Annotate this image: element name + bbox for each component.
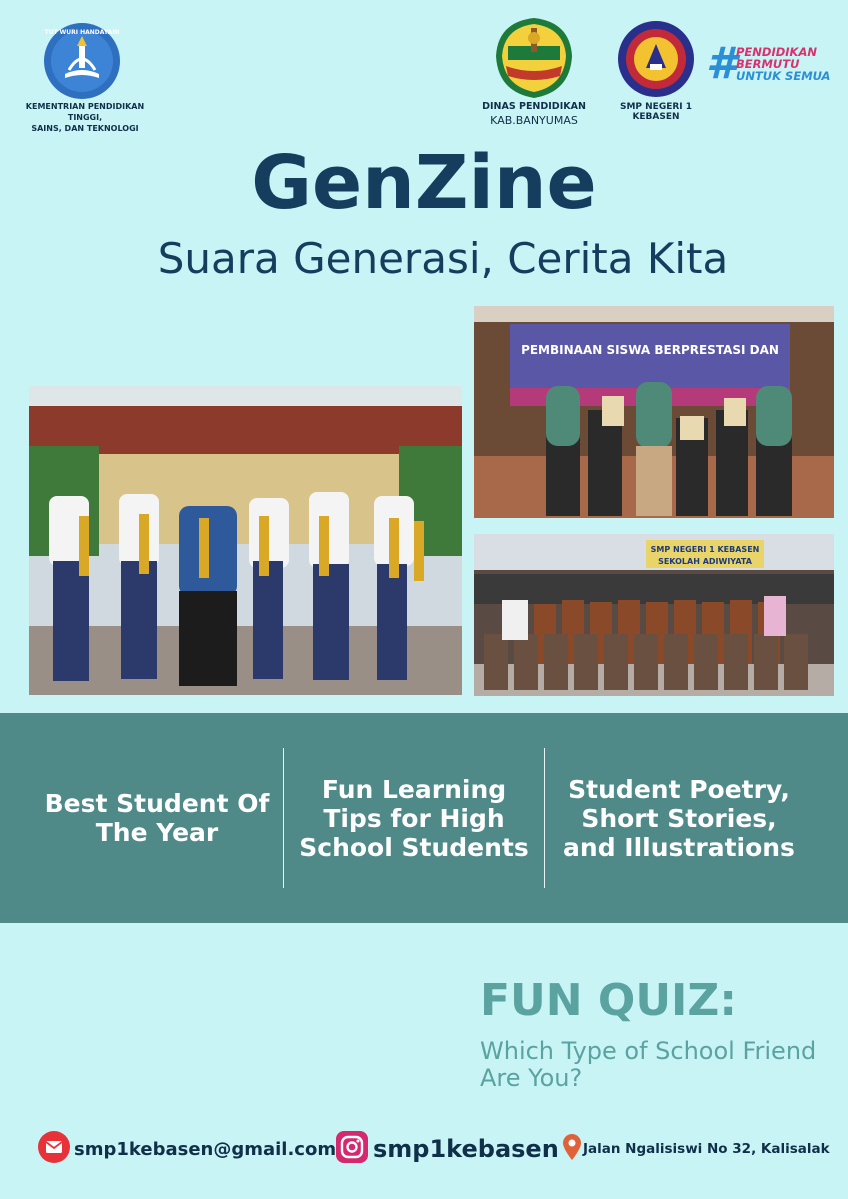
school-sign-line1: SMP NEGERI 1 KEBASEN bbox=[650, 545, 760, 554]
magazine-subtitle: Suara Generasi, Cerita Kita bbox=[157, 234, 729, 283]
kemdikti-name-line2: SAINS, DAN TEKNOLOGI bbox=[31, 124, 139, 133]
location-pin-icon bbox=[563, 1134, 581, 1164]
features-divider-2 bbox=[544, 748, 545, 888]
email-address: smp1kebasen@gmail.com bbox=[74, 1138, 337, 1160]
tagline-line3: UNTUK SEMUA bbox=[736, 69, 831, 83]
instagram-handle[interactable] bbox=[336, 1131, 559, 1167]
feature-best-student: Best Student Of The Year bbox=[44, 789, 270, 847]
feature-student-works: Student Poetry, Short Stories, and Illustrations bbox=[563, 774, 795, 862]
kemdikti-name bbox=[10, 101, 160, 134]
quiz-subtitle: Which Type of School Friend Are You? bbox=[480, 1037, 817, 1092]
school-emblem bbox=[617, 20, 695, 98]
students-trophies-photo bbox=[29, 386, 462, 695]
magazine-title: GenZine bbox=[251, 140, 597, 226]
features-band bbox=[0, 713, 848, 923]
school-address bbox=[563, 1134, 830, 1164]
banyumas-regency-emblem bbox=[492, 16, 576, 100]
hashtag-icon: # bbox=[706, 38, 737, 89]
tagline-line2: BERMUTU bbox=[736, 57, 800, 71]
kemdikti-name-line1: KEMENTRIAN PENDIDIKAN TINGGI, bbox=[25, 102, 145, 122]
instagram-username: smp1kebasen bbox=[373, 1135, 559, 1163]
email-icon bbox=[38, 1131, 70, 1167]
feature-learning-tips: Fun Learning Tips for High School Students bbox=[299, 774, 529, 862]
instagram-icon bbox=[336, 1131, 368, 1167]
dinas-title: DINAS PENDIDIKAN bbox=[482, 101, 586, 112]
award-ceremony-photo bbox=[474, 306, 834, 518]
school-name: SMP NEGERI 1 KEBASEN bbox=[619, 102, 693, 122]
school-dance-group-photo bbox=[474, 534, 834, 696]
tagline-logo bbox=[706, 38, 848, 89]
tagline-line1: PENDIDIKAN bbox=[736, 45, 817, 59]
quiz-title: FUN QUIZ: bbox=[480, 975, 737, 1026]
dinas-subtitle: KAB.BANYUMAS bbox=[490, 114, 578, 127]
ceremony-banner-text: PEMBINAAN SISWA BERPRESTASI DAN bbox=[521, 343, 779, 357]
address-text: Jalan Ngalisiswi No 32, Kalisalak bbox=[583, 1141, 830, 1157]
kemdikti-logo bbox=[43, 22, 121, 100]
contact-email[interactable] bbox=[38, 1131, 336, 1167]
kemdikti-motto: TUT WURI HANDAYANI bbox=[44, 29, 120, 36]
school-sign-line2: SEKOLAH ADIWIYATA bbox=[658, 557, 752, 566]
